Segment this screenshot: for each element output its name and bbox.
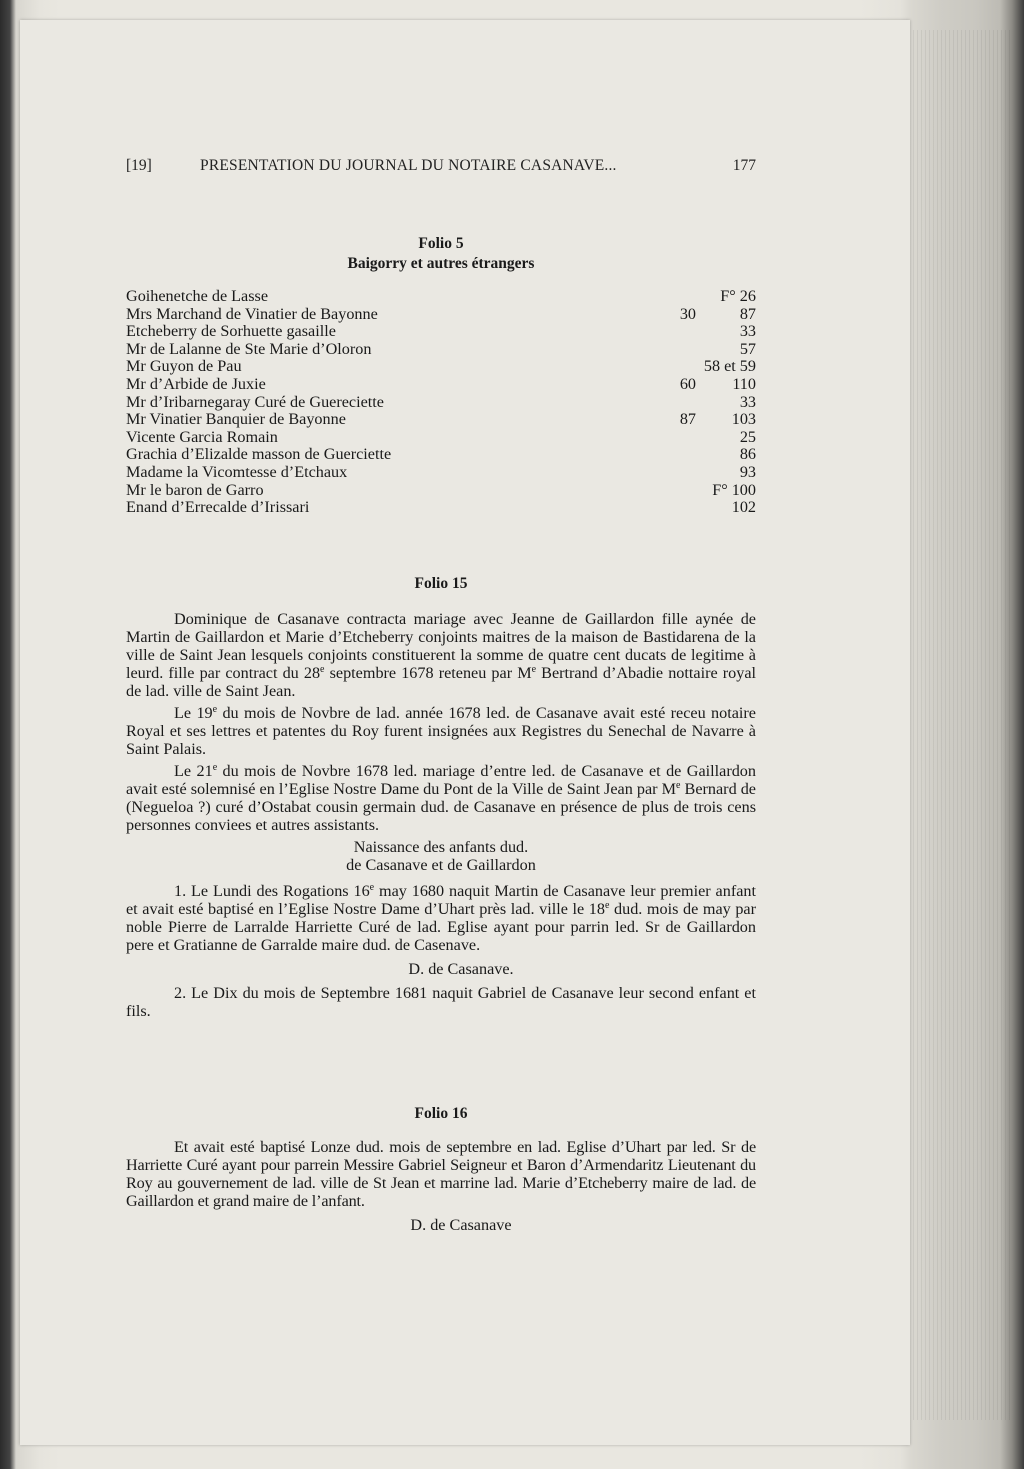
entry-folio-secondary: 87	[679, 410, 696, 429]
entry-folio-secondary: 30	[679, 304, 696, 323]
list-item	[126, 429, 756, 447]
folio15-heading: Folio 15	[414, 575, 468, 592]
list-item	[126, 358, 756, 376]
entry-name: Grachia d’Elizalde masson de Guerciette	[126, 445, 392, 464]
entry-folio: 25	[739, 427, 756, 446]
list-item	[126, 446, 756, 464]
entry-name: Mr de Lalanne de Ste Marie d’Oloron	[126, 339, 372, 358]
entry-folio: 110	[732, 374, 756, 393]
folio15-paragraph-4: 1. Le Lundi des Rogations 16e may 1680 naquit Martin de Casanave leur premier anfant et avait esté baptisé en l’Eglise Nostre Dame d’Uhart près lad. ville le 18e dud. mois de may par noble Pierre de Larralde Harriette Curé de lad. Eglise ayant pour parrin led. Sr de Gaillardon pere et Gratianne de Garralde maire dud. de Casenave.	[126, 882, 756, 954]
list-item	[126, 464, 756, 482]
naissance-line-2: de Casanave et de Gaillardon	[346, 856, 536, 874]
entry-folio-secondary: 60	[679, 374, 696, 393]
entry-folio: 87	[739, 304, 756, 323]
entry-name: Mrs Marchand de Vinatier de Bayonne	[126, 304, 378, 323]
list-item	[126, 306, 756, 324]
folio16-body	[126, 1138, 756, 1234]
list-item	[126, 411, 756, 429]
signature-1: D. de Casanave.	[408, 960, 514, 978]
folio16-paragraph: Et avait esté baptisé Lonze dud. mois de septembre en lad. Eglise d’Uhart par led. Sr de Harriette Curé ayant pour parrein Messire Gabriel Seigneur et Baron d’Armendaritz Lieutenant du Roy au gouvernement de lad. ville de St Jean et marrine lad. Marie d’Etcheberry maire de lad. de Gaillardon et grand maire de l’anfant.	[126, 1138, 756, 1210]
entry-folio: 58 et 59	[703, 357, 756, 376]
entry-folio: 33	[739, 322, 756, 341]
naissance-line-1: Naissance des anfants dud.	[353, 838, 529, 856]
entry-folio: 86	[739, 445, 756, 464]
entry-folio: F° 26	[720, 287, 756, 305]
entry-folio: 93	[739, 462, 756, 481]
folio15-paragraph-3: Le 21e du mois de Novbre 1678 led. mariage d’entre led. de Casanave et de Gaillardon avait esté solemnisé en l’Eglise Nostre Dame du Pont de la Ville de Saint Jean par Me Bernard de (Negueloa ?) curé d’Ostabat cousin germain dud. de Casanave en présence de plus de trois cens personnes conviees et autres assistants.	[126, 762, 756, 834]
entry-name: Madame la Vicomtesse d’Etchaux	[126, 462, 348, 481]
list-item	[126, 323, 756, 341]
list-item	[126, 376, 756, 394]
folio5-list	[126, 288, 756, 517]
list-item	[126, 288, 756, 306]
entry-name: Goihenetche de Lasse	[126, 287, 269, 305]
page-edges	[905, 30, 1010, 1420]
entry-name: Mr d’Arbide de Juxie	[126, 374, 266, 393]
list-item	[126, 499, 756, 517]
entry-name: Mr le baron de Garro	[126, 480, 264, 499]
page-ref: [19]	[126, 157, 152, 174]
folio15-paragraph-2: Le 19e du mois de Novbre de lad. année 1678 led. de Casanave avait esté receu notaire Royal et ses lettres et patentes du Roy furent insignées aux Registres du Senechal de Navarre à Saint Palais.	[126, 704, 756, 758]
entry-name: Mr Vinatier Banquier de Bayonne	[126, 410, 346, 429]
running-header	[126, 157, 756, 177]
entry-name: Enand d’Errecalde d’Irissari	[126, 498, 310, 517]
folio15-body	[126, 610, 756, 1020]
entry-folio: F° 100	[712, 480, 756, 499]
folio15-paragraph-1: Dominique de Casanave contracta mariage avec Jeanne de Gaillardon fille aynée de Martin de Gaillardon et Marie d’Etcheberry conjoints maitres de la maison de Bastidarena de la ville de Saint Jean lesquels conjoints constituerent la somme de quatre cent ducats de legitime à leurd. fille par contract du 28e septembre 1678 reteneu par Me Bertrand d’Abadie nottaire royal de lad. ville de Saint Jean.	[126, 610, 757, 700]
entry-name: Vicente Garcia Romain	[126, 427, 278, 446]
entry-name: Etcheberry de Sorhuette gasaille	[126, 322, 336, 341]
folio5-heading: Folio 5	[418, 235, 464, 252]
folio15-paragraph-5: 2. Le Dix du mois de Septembre 1681 naquit Gabriel de Casanave leur second enfant et fils.	[126, 984, 756, 1020]
running-title: PRESENTATION DU JOURNAL DU NOTAIRE CASANAVE...	[200, 157, 617, 174]
entry-folio: 102	[731, 498, 756, 517]
folio16-heading: Folio 16	[414, 1105, 468, 1122]
list-item	[126, 394, 756, 412]
list-item	[126, 482, 756, 500]
entry-folio: 33	[739, 392, 756, 411]
entry-name: Mr d’Iribarnegaray Curé de Guereciette	[126, 392, 384, 411]
entry-folio: 103	[731, 410, 756, 429]
folio5-subheading: Baigorry et autres étrangers	[347, 255, 535, 272]
entry-name: Mr Guyon de Pau	[126, 357, 242, 376]
page-number: 177	[732, 157, 756, 174]
entry-folio: 57	[739, 339, 756, 358]
list-item	[126, 341, 756, 359]
signature-2: D. de Casanave	[410, 1216, 512, 1234]
